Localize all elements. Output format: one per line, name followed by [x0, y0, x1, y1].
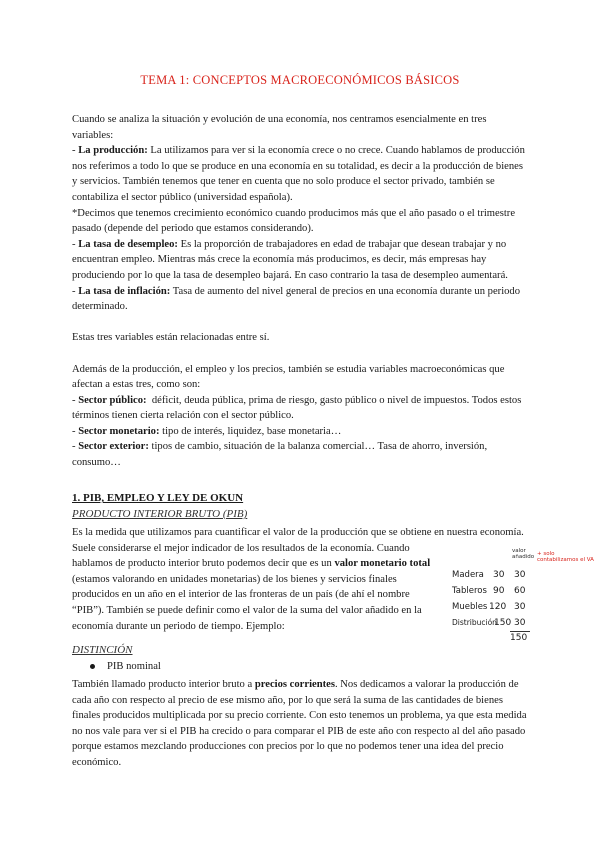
variable-production-label: La producción: — [78, 145, 148, 157]
variable-inflation-text: Tasa de aumento del nivel general de precios en una economía durante un periodo determinado. — [72, 285, 521, 313]
hand-row-value: 90 — [493, 586, 505, 596]
handwritten-header: valor añadido — [512, 548, 535, 560]
sector-external-text: tipos de cambio, situación de la balanza comercial… Tasa de ahorro, inversión, consumo… — [72, 441, 488, 469]
pib-paragraph-2 — [72, 556, 444, 634]
hand-total: 150 — [510, 633, 528, 643]
pib-text-b: (estamos valorando en unidades monetarias) de los bienes y servicios finales producidos en un año en el interior de las fronteras de un país (de ahí el nombre “PIB”). También se puede definir como el valor de la suma del valor añadido en la economía durante un periodo de tiempo. Ejemplo: — [72, 573, 422, 632]
hand-row-va: 60 — [514, 586, 526, 596]
variable-production: - La producción: La utilizamos para ver si la economía crece o no crece. Cuando hablamos de producción nos referimos a todo lo que se produce en una economía en su totalidad, es decir a la producción de bienes y servicios. También tenemos que tener en cuenta que no solo produce el sector privado, también se contabiliza el sector público (universidad española). — [72, 145, 525, 203]
hand-row-value: 150 — [494, 618, 512, 628]
sector-external-label: Sector exterior: — [78, 441, 149, 453]
intro-paragraph: Cuando se analiza la situación y evolución de una economía, nos centramos esencialmente en tres variables: — [72, 114, 487, 141]
hand-row-value: 120 — [489, 602, 507, 612]
hand-sum-line — [510, 631, 530, 632]
bullet-dot-icon — [90, 664, 95, 669]
growth-note: *Decimos que tenemos crecimiento económico cuando producimos más que el año pasado o el trimestre pasado (depende del periodo que estamos considerando). — [72, 207, 516, 235]
bullet-text: PIB nominal — [107, 661, 161, 672]
variable-unemployment-label: La tasa de desempleo: — [78, 238, 178, 250]
variable-inflation: - La tasa de inflación: Tasa de aumento del nivel general de precios en una economía durante un periodo determinado. — [72, 285, 521, 313]
sector-public: - Sector público: déficit, deuda pública, prima de riesgo, gasto público o nivel de impuestos. Todos estos términos tienen cierta relación con el sector público. — [72, 394, 522, 422]
hand-row-label: Muebles — [452, 602, 488, 612]
intro-block — [72, 112, 528, 471]
nominal-text-a: También llamado producto interior bruto a — [72, 679, 253, 690]
distinction-heading: DISTINCIÓN — [72, 644, 133, 656]
nominal-gdp-paragraph — [72, 677, 528, 771]
handwritten-table — [452, 566, 562, 646]
page-title: TEMA 1: CONCEPTOS MACROECONÓMICOS BÁSICOS — [140, 73, 460, 87]
sector-public-label: Sector público: — [78, 394, 147, 406]
also-paragraph: Además de la producción, el empleo y los precios, también se estudia variables macroeconómicas que afectan a estas tres, como son: — [72, 363, 505, 391]
section-subheading: PRODUCTO INTERIOR BRUTO (PIB) — [72, 508, 248, 520]
sector-external: - Sector exterior: tipos de cambio, situación de la balanza comercial… Tasa de ahorro, inversión, consumo… — [72, 441, 488, 469]
related-sentence: Estas tres variables están relacionadas entre sí. — [72, 332, 270, 344]
pib-text-a: hablamos de producto interior bruto podemos decir que es un — [72, 558, 332, 570]
variable-unemployment-text: Es la proporción de trabajadores en edad de trabajar que desean trabajar y no encuentran empleo. Mientras más crece la economía más producimos, es decir, más empresas hay produciendo por lo que la tasa de desempleo bajará. En caso contrario la tasa de desempleo aumentará. — [72, 238, 508, 281]
bullet-item — [90, 661, 161, 672]
hand-row-value: 30 — [493, 570, 505, 580]
hand-row-va: 30 — [514, 602, 526, 612]
hand-row-label: Distribución — [452, 618, 497, 627]
sector-public-text: déficit, deuda pública, prima de riesgo, gasto público o nivel de impuestos. Todos estos términos tienen cierta relación con el sector público. — [72, 394, 522, 422]
variable-production-text: La utilizamos para ver si la economía crece o no crece. Cuando hablamos de producción nos referimos a todo lo que se produce en una economía en su totalidad, es decir a la producción de bienes y servicios. También tenemos que tener en cuenta que no solo produce el sector privado, también se contabiliza el sector público (universidad española). — [72, 145, 525, 203]
sector-monetary-text: tipo de interés, liquidez, base monetaria… — [162, 425, 342, 437]
sector-monetary-label: Sector monetario: — [78, 425, 160, 437]
nominal-text-b: . Nos dedicamos a valorar la producción de cada año con respecto al precio de ese mismo año, por lo que será la suma de las cantidades de bienes finales producidos multiplicada por su precio corriente. Con esto tenemos un problema, ya que esta medida no nos vale para ver si el PIB ha crecido o para comparar el PIB de este año con respecto al del año pasado porque estamos mezclando producciones con precios por lo que no podemos tener una idea del precio económico. — [72, 679, 527, 768]
sector-monetary: - Sector monetario: tipo de interés, liquidez, base monetaria… — [72, 425, 342, 437]
hand-row-label: Tableros — [452, 586, 487, 596]
nominal-bold-term: precios corrientes — [254, 679, 335, 690]
pib-bold-term: valor monetario total — [334, 558, 431, 570]
hand-row-va: 30 — [514, 570, 526, 580]
variable-inflation-label: La tasa de inflación: — [78, 285, 171, 297]
nominal-gdp-block — [72, 677, 528, 771]
hand-row-label: Madera — [452, 570, 484, 580]
hand-row-va: 30 — [514, 618, 526, 628]
handwritten-red-note: + solo contabilizamos el VA — [537, 551, 594, 563]
section-heading: 1. PIB, EMPLEO Y LEY DE OKUN — [72, 492, 244, 504]
variable-unemployment: - La tasa de desempleo: Es la proporción de trabajadores en edad de trabajar que desean trabajar y no encuentran empleo. Mientras más crece la economía más producimos, es decir, más empresas hay produciendo por lo que la tasa de desempleo bajará. En caso contrario la tasa de desempleo aumentará. — [72, 238, 508, 281]
pib-paragraph-1: Es la medida que utilizamos para cuantificar el valor de la producción que se obtiene en nuestra economía. Suele considerarse el mejor indicador de los resultados de la economía. Cuando — [72, 527, 524, 554]
